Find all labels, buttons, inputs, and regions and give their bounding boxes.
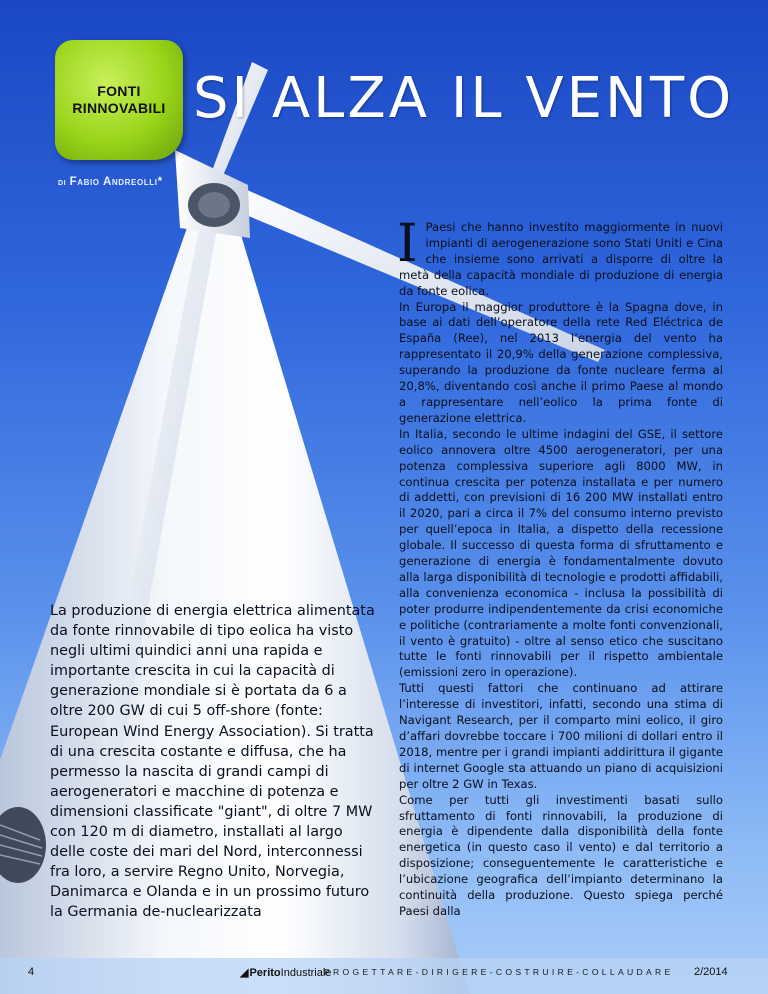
brand-regular: Industriale bbox=[280, 967, 332, 979]
brand-logo-icon: ◢ bbox=[240, 967, 249, 979]
paragraph-1: Paesi che hanno investito maggiormente in nuovi impianti di aerogenerazione sono Stati Uniti e Cina che insieme sono arrivati a disporre di oltre la metà della capacità mondiale di produzione di energia da fonte eolica. bbox=[399, 220, 723, 298]
page-footer bbox=[0, 958, 768, 994]
article-body bbox=[397, 214, 723, 920]
byline-prefix: di bbox=[58, 177, 67, 188]
page-number: 4 bbox=[28, 966, 35, 978]
paragraph-5: Come per tutti gli investimenti basati sullo sfruttamento di fonti rinnovabili, la produzione di energia è dipendente dalla disponibilità della fonte energetica (in questo caso il vento) e dal territorio a disposizione; conseguentemente le caratteristiche e l’ubicazione geografica dell’impianto determinano la continuità della produzione. Questo spiega perché Paesi dalla bbox=[399, 792, 723, 918]
brand-bold: Perito bbox=[249, 967, 281, 979]
paragraph-3: In Italia, secondo le ultime indagini del GSE, il settore eolico annovera oltre 4500 aerogeneratori, per una potenza complessiva superiore agli 8000 MW, in continua crescita per potenza installata e per numero di addetti, con previsioni di 16 200 MW installati entro il 2020, pari a circa il 7% del consumo interno previsto per quell’epoca in Italia, a dispetto della recessione globale. Il successo di questa forma di sfruttamento e generazione di energia è fondamentalmente dovuto alla larga disponibilità di tecnologie e prodotti affidabili, alla convenienza economica - inclusa la possibilità di poter produrre indipendentemente da crisi economiche e politiche (contrariamente a molte fonti convenzionali, il vento è gratuito) - oltre al senso etico che suscitano tutte le fonti rinnovabili per il rispetto ambientale (emissioni zero in operazione). bbox=[399, 426, 723, 680]
magazine-tagline: PROGETTARE-DIRIGERE-COSTRUIRE-COLLAUDARE bbox=[324, 967, 674, 977]
byline bbox=[58, 176, 163, 188]
drop-cap: I bbox=[397, 214, 418, 274]
byline-author: Fabio Andreolli* bbox=[69, 176, 163, 188]
magazine-brand bbox=[240, 966, 331, 979]
issue-number: 2/2014 bbox=[694, 966, 728, 978]
section-label-line1: FONTI bbox=[97, 83, 141, 99]
section-badge bbox=[55, 40, 183, 160]
paragraph-4: Tutti questi fattori che continuano ad attirare l’interesse di investitori, infatti, secondo una stima di Navigant Research, per il comparto mini eolico, il giro d’affari dovrebbe toccare i 700 milioni di dollari entro il 2018, mentre per i grandi impianti addirittura il gigante di internet Google sta attuando un piano di acquisizioni per oltre 2 GW in Texas. bbox=[399, 681, 723, 791]
paragraph-2: In Europa il maggior produttore è la Spagna dove, in base ai dati dell’operatore della rete Red Eléctrica de España (Ree), nel 2013 l’energia del vento ha rappresentato il 20,9% della generazione complessiva, superando la produzione da fonte nucleare ferma al 20,8%, diventando così anche il primo Paese al mondo a rappresentare nell’eolico la prima fonte di generazione elettrica. bbox=[399, 299, 723, 425]
section-label-line2: RINNOVABILI bbox=[72, 100, 166, 116]
intro-text: La produzione di energia elettrica alimentata da fonte rinnovabile di tipo eolica ha visto negli ultimi quindici anni una rapida e importante crescita in cui la capacità di generazione mondiale si è portata da 6 a oltre 200 GW di cui 5 off-shore (fonte: European Wind Energy Association). Si tratta di una crescita costante e diffusa, che ha permesso la nascita di grandi campi di aerogeneratori e macchine di potenza e dimensioni classificate "giant", di oltre 7 MW con 120 m di diametro, installati al largo delle coste dei mari del Nord, interconnessi fra loro, a servire Regno Unito, Norvegia, Danimarca e Olanda e in un prossimo futuro la Germania de-nuclearizzata bbox=[50, 603, 375, 921]
article-title: SI ALZA IL VENTO bbox=[193, 66, 735, 131]
